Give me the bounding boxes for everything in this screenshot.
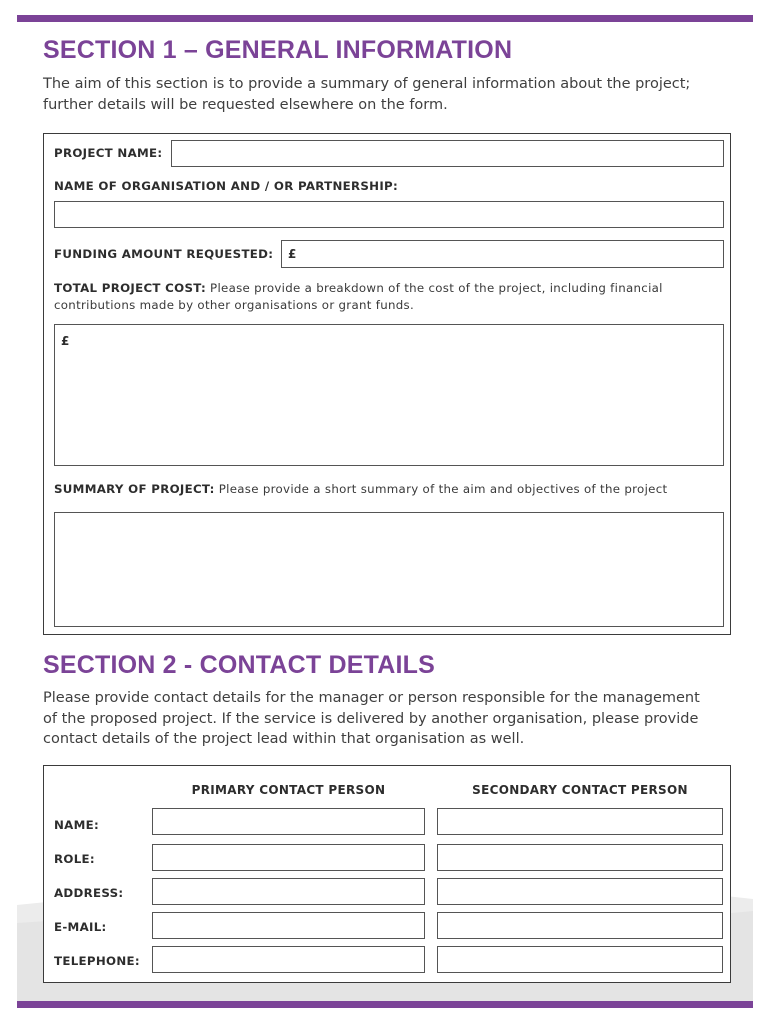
- primary-telephone-input[interactable]: [152, 946, 425, 973]
- primary-contact-header: PRIMARY CONTACT PERSON: [191, 783, 386, 797]
- bottom-accent-bar: [17, 1001, 753, 1008]
- primary-address-input[interactable]: [152, 878, 425, 905]
- project-name-label: PROJECT NAME:: [54, 146, 163, 160]
- secondary-email-input[interactable]: [437, 912, 723, 939]
- section1-title: SECTION 1 – GENERAL INFORMATION: [43, 36, 513, 64]
- organisation-label: NAME OF ORGANISATION AND / OR PARTNERSHIP:: [54, 179, 399, 193]
- section2-title: SECTION 2 - CONTACT DETAILS: [43, 651, 435, 679]
- summary-textarea[interactable]: [54, 512, 724, 627]
- primary-email-input[interactable]: [152, 912, 425, 939]
- section2-intro: Please provide contact details for the manager or person responsible for the management of the proposed project. If the service is delivered by another organisation, please provide contact details of the project lead within that organisation as well.: [43, 690, 700, 747]
- primary-role-input[interactable]: [152, 844, 425, 871]
- top-accent-bar: [17, 15, 753, 22]
- summary-label: SUMMARY OF PROJECT:: [54, 482, 215, 496]
- organisation-input[interactable]: [54, 201, 724, 228]
- total-cost-label: TOTAL PROJECT COST:: [54, 281, 206, 295]
- secondary-role-input[interactable]: [437, 844, 723, 871]
- general-information-panel: [43, 133, 731, 635]
- secondary-telephone-input[interactable]: [437, 946, 723, 973]
- secondary-name-input[interactable]: [437, 808, 723, 835]
- secondary-contact-header: SECONDARY CONTACT PERSON: [472, 783, 688, 797]
- row-label-role: ROLE:: [54, 852, 95, 866]
- contact-details-panel: [43, 765, 731, 983]
- total-cost-textarea[interactable]: [54, 324, 724, 466]
- row-label-telephone: TELEPHONE:: [54, 954, 140, 968]
- funding-currency: £: [288, 247, 297, 261]
- funding-amount-input[interactable]: [281, 240, 724, 268]
- row-label-email: E-MAIL:: [54, 920, 107, 934]
- row-label-address: ADDRESS:: [54, 886, 124, 900]
- funding-amount-label: FUNDING AMOUNT REQUESTED:: [54, 247, 274, 261]
- primary-name-input[interactable]: [152, 808, 425, 835]
- project-name-input[interactable]: [171, 140, 724, 167]
- section1-intro: The aim of this section is to provide a summary of general information about the project; further details will be requested elsewhere on the form.: [43, 76, 691, 113]
- secondary-address-input[interactable]: [437, 878, 723, 905]
- total-cost-instructions: TOTAL PROJECT COST: Please provide a breakdown of the cost of the project, including financial contributions made by other organisations or grant funds.: [54, 281, 663, 312]
- row-label-name: NAME:: [54, 818, 100, 832]
- summary-instructions: SUMMARY OF PROJECT: Please provide a short summary of the aim and objectives of the project: [54, 482, 668, 496]
- total-cost-currency: £: [61, 334, 70, 348]
